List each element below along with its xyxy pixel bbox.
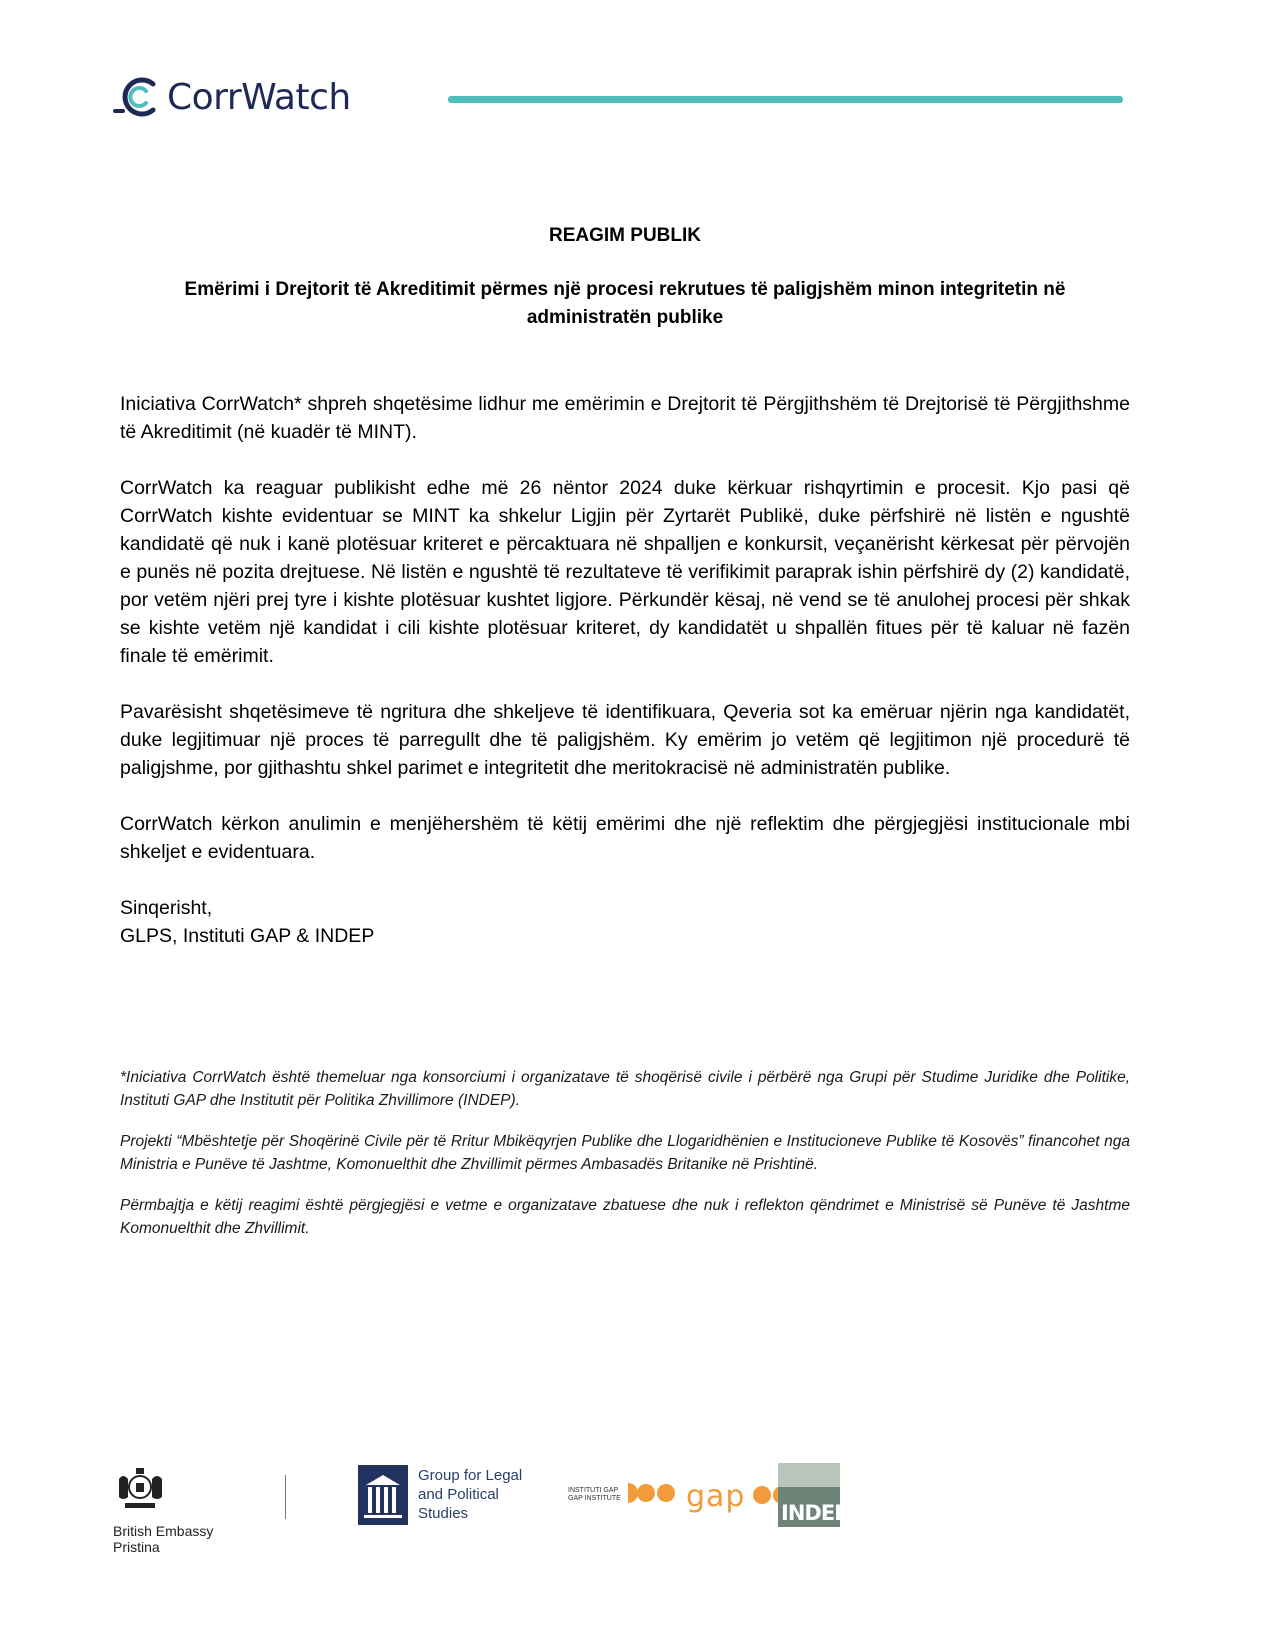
document-title: REAGIM PUBLIK xyxy=(549,225,701,246)
body-paragraph: CorrWatch kërkon anulimin e menjëhershëm të këtij emërimi dhe një reflektim dhe përgjegjësi institucionale mbi shkeljet e evidentuara. xyxy=(120,813,1130,863)
footnotes xyxy=(120,1066,1130,1258)
logo-divider xyxy=(285,1475,286,1519)
gap-small-line-2: GAP INSTITUTE xyxy=(568,1495,621,1502)
embassy-line-2: Pristina xyxy=(113,1539,160,1555)
embassy-line-1: British Embassy xyxy=(113,1523,214,1539)
body-paragraph: Pavarësisht shqetësimeve të ngritura dhe shkeljeve të identifikuara, Qeveria sot ka emëruar njërin nga kandidatët, duke legjitimuar një proces të parregullt dhe të paligjshëm. Ky emërim jo vetëm që legjitimon një procedurë të paligjshme, por gjithashtu shkel parimet e integritetit dhe meritokracisë në administratën publike. xyxy=(120,701,1130,779)
body-paragraph: Iniciativa CorrWatch* shpreh shqetësime lidhur me emërimin e Drejtorit të Përgjithshëm të Drejtorisë të Përgjithshme të Akreditimit (në kuadër të MINT). xyxy=(120,393,1130,443)
glps-line-2: and Political xyxy=(418,1486,499,1503)
glps-name xyxy=(418,1466,522,1523)
royal-crest-icon xyxy=(113,1465,168,1513)
body-paragraph: CorrWatch ka reaguar publikisht edhe më 26 nëntor 2024 duke kërkuar rishqyrtimin e procesit. Kjo pasi që CorrWatch kishte evidentuar se MINT ka shkelur Ligjin për Zyrtarët Publikë, duke përfshirë në listën e ngushtë kandidatë që nuk i kanë plotësuar kriteret e përcaktuara në shpalljen e konkursit, veçanërisht kërkesat për përvojën e punës në pozita drejtuese. Në listën e ngushtë të rezultateve të verifikimit paraprak ishin përfshirë dy (2) kandidatë, por vetëm njëri prej tyre i kishte plotësuar kushtet ligjore. Përkundër kësaj, në vend se të anulohej procesi për shkak se kishte vetëm një kandidat i cili kishte plotësuar kriteret, dy kandidatët u shpallën fitues për të kaluar në fazën finale të emërimit. xyxy=(120,477,1130,667)
pillars-icon xyxy=(358,1465,408,1525)
header-accent-rule xyxy=(448,96,1123,103)
document-body xyxy=(120,390,1130,950)
gap-small-line-1: INSTITUTI GAP xyxy=(568,1487,619,1494)
indep-logo-band xyxy=(778,1463,840,1487)
gap-wordmark xyxy=(686,1479,745,1514)
indep-logo-text: INDEP xyxy=(781,1501,849,1525)
footnote: Përmbajtja e këtij reagimi është përgjegjësi e vetme e organizatave zbatuese dhe nuk i reflekton qëndrimet e Ministrisë së Punëve të Jashtme Komonuelthit dhe Zhvillimit. xyxy=(120,1197,1130,1237)
partner-logos xyxy=(113,1465,1123,1555)
gap-word: gap xyxy=(686,1479,746,1514)
document-header xyxy=(113,72,1123,122)
subtitle-line-1: Emërimi i Drejtorit të Akreditimit përmes një procesi rekrutues të paligjshëm minon integritetin në xyxy=(184,279,1066,300)
gap-dots-icon xyxy=(626,1473,686,1513)
gap-small-text xyxy=(568,1487,621,1503)
embassy-name xyxy=(113,1523,213,1555)
glps-emblem-icon xyxy=(358,1465,408,1525)
signoff xyxy=(120,894,1130,950)
indep-logo xyxy=(778,1463,849,1527)
footnote: *Iniciativa CorrWatch është themeluar nga konsorciumi i organizatave të shoqërisë civile i përbërë nga Grupi për Studime Juridike dhe Politike, Instituti GAP dhe Institutit për Politika Zhvillimore (INDEP). xyxy=(120,1069,1130,1109)
document-subtitle xyxy=(120,276,1130,332)
signoff-signatories: GLPS, Instituti GAP & INDEP xyxy=(120,925,375,947)
corrwatch-logo xyxy=(113,72,351,122)
corrwatch-logo-icon xyxy=(113,75,163,119)
glps-line-3: Studies xyxy=(418,1505,469,1522)
signoff-greeting: Sinqerisht, xyxy=(120,897,213,919)
subtitle-line-2: administratën publike xyxy=(526,307,724,328)
glps-line-1: Group for Legal xyxy=(418,1467,523,1484)
corrwatch-logo-text: CorrWatch xyxy=(167,76,351,118)
footnote: Projekti “Mbështetje për Shoqërinë Civile për të Rritur Mbikëqyrjen Publike dhe Llogaridhënien e Institucioneve Publike të Kosovës” financohet nga Ministria e Punëve të Jashtme, Komonuelthit dhe Zhvillimit përmes Ambasadës Britanike në Prishtinë. xyxy=(120,1133,1130,1173)
